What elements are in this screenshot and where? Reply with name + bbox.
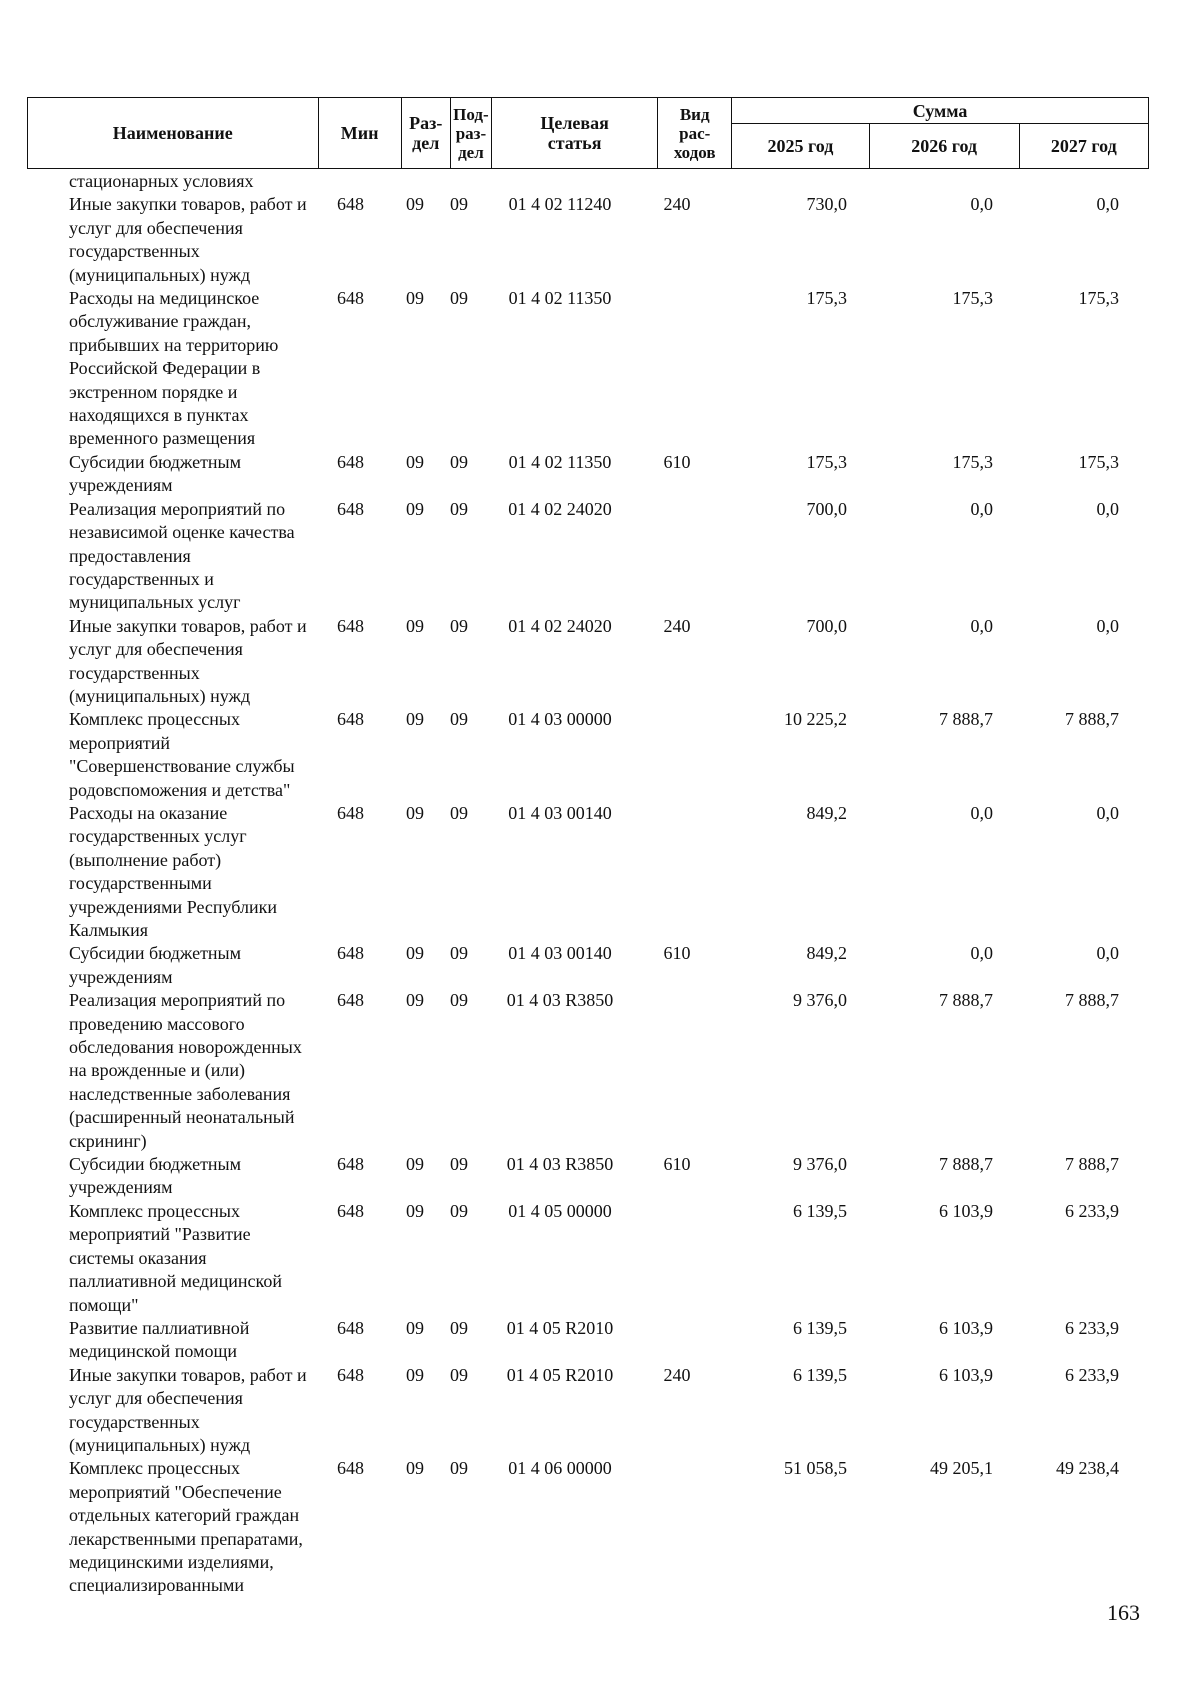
- cell-cs: 01 4 02 11240: [508, 194, 612, 215]
- cell-rz: 09: [406, 943, 424, 964]
- cell-name: Реализация мероприятий по проведению массового обследования новорожденных на врожденные и (или) наследственные заболевания (расширенный неонатальный скрининг): [69, 990, 302, 1151]
- cell-name: Комплекс процессных мероприятий "Совершенствование службы родовспоможения и детства": [69, 709, 295, 800]
- table-row: [27, 451, 1149, 498]
- cell-min: 648: [337, 498, 364, 519]
- cell-name: Иные закупки товаров, работ и услуг для обеспечения государственных (муниципальных) нужд: [69, 194, 307, 285]
- cell-prz: 09: [450, 615, 468, 636]
- cell-cs: 01 4 03 R3850: [506, 990, 614, 1011]
- cell-s27: 175,3: [1078, 288, 1119, 309]
- cell-s27: 0,0: [1096, 194, 1119, 215]
- cell-cs: 01 4 02 24020: [508, 615, 612, 636]
- cell-cs: 01 4 02 11350: [508, 288, 612, 309]
- table-row: [27, 170, 1149, 193]
- cell-name: Комплекс процессных мероприятий "Обеспечение отдельных категорий граждан лекарственными препаратами, медицинскими изделиями, специализированными: [69, 1458, 303, 1596]
- cell-min: 648: [337, 615, 364, 636]
- cell-s26: 0,0: [970, 498, 993, 519]
- header-name: Наименование: [28, 98, 319, 169]
- cell-prz: 09: [450, 498, 468, 519]
- cell-min: 648: [337, 1317, 364, 1338]
- cell-s25: 6 139,5: [793, 1364, 847, 1385]
- cell-cs: 01 4 02 11350: [508, 451, 612, 472]
- table-row: [27, 942, 1149, 989]
- header-2025: 2025 год: [732, 124, 870, 169]
- cell-name: Развитие паллиативной медицинской помощи: [69, 1317, 250, 1362]
- cell-rz: 09: [406, 451, 424, 472]
- cell-s27: 7 888,7: [1065, 990, 1119, 1011]
- table-row: [27, 1153, 1149, 1200]
- cell-s25: 175,3: [806, 451, 847, 472]
- cell-rz: 09: [406, 1364, 424, 1385]
- cell-rz: 09: [406, 288, 424, 309]
- cell-name: стационарных условиях: [69, 171, 254, 191]
- cell-s27: 7 888,7: [1065, 709, 1119, 730]
- header-vid: Вид рас- ходов: [658, 98, 732, 169]
- table-body: [27, 170, 1149, 1598]
- cell-name: Субсидии бюджетным учреждениям: [69, 451, 242, 496]
- cell-name: Комплекс процессных мероприятий "Развитие системы оказания паллиативной медицинской помощи": [69, 1200, 282, 1315]
- cell-prz: 09: [450, 1317, 468, 1338]
- cell-cs: 01 4 02 24020: [508, 498, 612, 519]
- cell-prz: 09: [450, 709, 468, 730]
- cell-vr: 610: [663, 943, 691, 964]
- cell-name: Иные закупки товаров, работ и услуг для обеспечения государственных (муниципальных) нужд: [69, 615, 307, 706]
- cell-cs: 01 4 03 R3850: [506, 1154, 614, 1175]
- header-summa: Сумма: [732, 98, 1149, 124]
- header-razdel: Раз- дел: [401, 98, 450, 169]
- cell-s25: 700,0: [806, 498, 847, 519]
- table-row: [27, 1317, 1149, 1364]
- cell-rz: 09: [406, 615, 424, 636]
- cell-name: Субсидии бюджетным учреждениям: [69, 943, 242, 987]
- table-header: [27, 97, 1149, 169]
- cell-name: Реализация мероприятий по независимой оценке качества предоставления государственных и муниципальных услуг: [69, 498, 295, 613]
- cell-cs: 01 4 05 R2010: [506, 1317, 614, 1338]
- cell-prz: 09: [450, 943, 468, 964]
- cell-rz: 09: [406, 709, 424, 730]
- cell-s26: 0,0: [970, 802, 993, 823]
- cell-rz: 09: [406, 990, 424, 1011]
- table-row: [27, 708, 1149, 802]
- cell-s26: 0,0: [970, 943, 993, 964]
- cell-min: 648: [337, 709, 364, 730]
- cell-prz: 09: [450, 1154, 468, 1175]
- cell-s25: 849,2: [806, 943, 847, 964]
- table-row: [27, 1457, 1149, 1597]
- cell-s26: 6 103,9: [939, 1317, 993, 1338]
- cell-name: Субсидии бюджетным учреждениям: [69, 1154, 242, 1198]
- cell-name: Расходы на медицинское обслуживание граждан, прибывших на территорию Российской Федерации в экстренном порядке и находящихся в пунктах временного размещения: [69, 288, 279, 449]
- cell-rz: 09: [406, 1458, 424, 1479]
- page-number: 163: [1107, 1600, 1140, 1625]
- cell-min: 648: [337, 194, 364, 215]
- cell-min: 648: [337, 1154, 364, 1175]
- cell-s25: 730,0: [806, 194, 847, 215]
- cell-s26: 7 888,7: [939, 990, 993, 1011]
- cell-prz: 09: [450, 990, 468, 1011]
- cell-s27: 49 238,4: [1056, 1458, 1119, 1479]
- cell-prz: 09: [450, 1200, 468, 1221]
- cell-name: Расходы на оказание государственных услуг (выполнение работ) государственными учреждениями Республики Калмыкия: [69, 802, 277, 940]
- table-row: [27, 498, 1149, 615]
- cell-s27: 6 233,9: [1065, 1200, 1119, 1221]
- cell-s27: 0,0: [1096, 802, 1119, 823]
- cell-prz: 09: [450, 1458, 468, 1479]
- cell-prz: 09: [450, 802, 468, 823]
- cell-min: 648: [337, 1364, 364, 1385]
- cell-cs: 01 4 05 00000: [508, 1200, 612, 1221]
- cell-cs: 01 4 03 00140: [508, 802, 612, 823]
- header-2026: 2026 год: [869, 124, 1019, 169]
- cell-s26: 175,3: [952, 288, 993, 309]
- table-row: [27, 802, 1149, 942]
- cell-s25: 10 225,2: [784, 709, 847, 730]
- cell-s27: 6 233,9: [1065, 1317, 1119, 1338]
- cell-rz: 09: [406, 1154, 424, 1175]
- table-row: [27, 1200, 1149, 1317]
- cell-s26: 49 205,1: [930, 1458, 993, 1479]
- cell-s25: 51 058,5: [784, 1458, 847, 1479]
- cell-name: Иные закупки товаров, работ и услуг для обеспечения государственных (муниципальных) нужд: [69, 1364, 307, 1455]
- table-row: [27, 989, 1149, 1153]
- cell-vr: 610: [663, 451, 691, 472]
- table-row: [27, 287, 1149, 451]
- cell-prz: 09: [450, 288, 468, 309]
- header-min: Мин: [318, 98, 401, 169]
- cell-s25: 700,0: [806, 615, 847, 636]
- cell-s27: 6 233,9: [1065, 1364, 1119, 1385]
- cell-rz: 09: [406, 1317, 424, 1338]
- cell-rz: 09: [406, 498, 424, 519]
- cell-s26: 7 888,7: [939, 1154, 993, 1175]
- cell-s25: 6 139,5: [793, 1317, 847, 1338]
- cell-min: 648: [337, 802, 364, 823]
- cell-s26: 7 888,7: [939, 709, 993, 730]
- cell-vr: 240: [663, 1364, 691, 1385]
- table-row: [27, 615, 1149, 709]
- cell-cs: 01 4 03 00000: [508, 709, 612, 730]
- header-2027: 2027 год: [1019, 124, 1148, 169]
- header-podrazdel: Под- раз- дел: [450, 98, 491, 169]
- cell-s27: 7 888,7: [1065, 1154, 1119, 1175]
- cell-s27: 0,0: [1096, 615, 1119, 636]
- cell-s25: 849,2: [806, 802, 847, 823]
- cell-s26: 6 103,9: [939, 1364, 993, 1385]
- cell-s26: 175,3: [952, 451, 993, 472]
- cell-s25: 6 139,5: [793, 1200, 847, 1221]
- cell-vr: 240: [663, 194, 691, 215]
- cell-s25: 175,3: [806, 288, 847, 309]
- cell-s26: 6 103,9: [939, 1200, 993, 1221]
- cell-rz: 09: [406, 802, 424, 823]
- cell-min: 648: [337, 1200, 364, 1221]
- header-celevaya: Целевая статья: [491, 98, 657, 169]
- cell-min: 648: [337, 943, 364, 964]
- cell-s27: 175,3: [1078, 451, 1119, 472]
- cell-s26: 0,0: [970, 615, 993, 636]
- cell-prz: 09: [450, 1364, 468, 1385]
- cell-s25: 9 376,0: [793, 1154, 847, 1175]
- cell-s25: 9 376,0: [793, 990, 847, 1011]
- cell-cs: 01 4 06 00000: [508, 1458, 612, 1479]
- cell-min: 648: [337, 288, 364, 309]
- cell-rz: 09: [406, 1200, 424, 1221]
- cell-min: 648: [337, 451, 364, 472]
- cell-prz: 09: [450, 194, 468, 215]
- cell-rz: 09: [406, 194, 424, 215]
- cell-s27: 0,0: [1096, 943, 1119, 964]
- cell-s26: 0,0: [970, 194, 993, 215]
- cell-min: 648: [337, 990, 364, 1011]
- table-row: [27, 1364, 1149, 1458]
- table-row: [27, 193, 1149, 287]
- cell-min: 648: [337, 1458, 364, 1479]
- cell-cs: 01 4 03 00140: [508, 943, 612, 964]
- cell-cs: 01 4 05 R2010: [506, 1364, 614, 1385]
- cell-vr: 240: [663, 615, 691, 636]
- cell-prz: 09: [450, 451, 468, 472]
- cell-vr: 610: [663, 1154, 691, 1175]
- cell-s27: 0,0: [1096, 498, 1119, 519]
